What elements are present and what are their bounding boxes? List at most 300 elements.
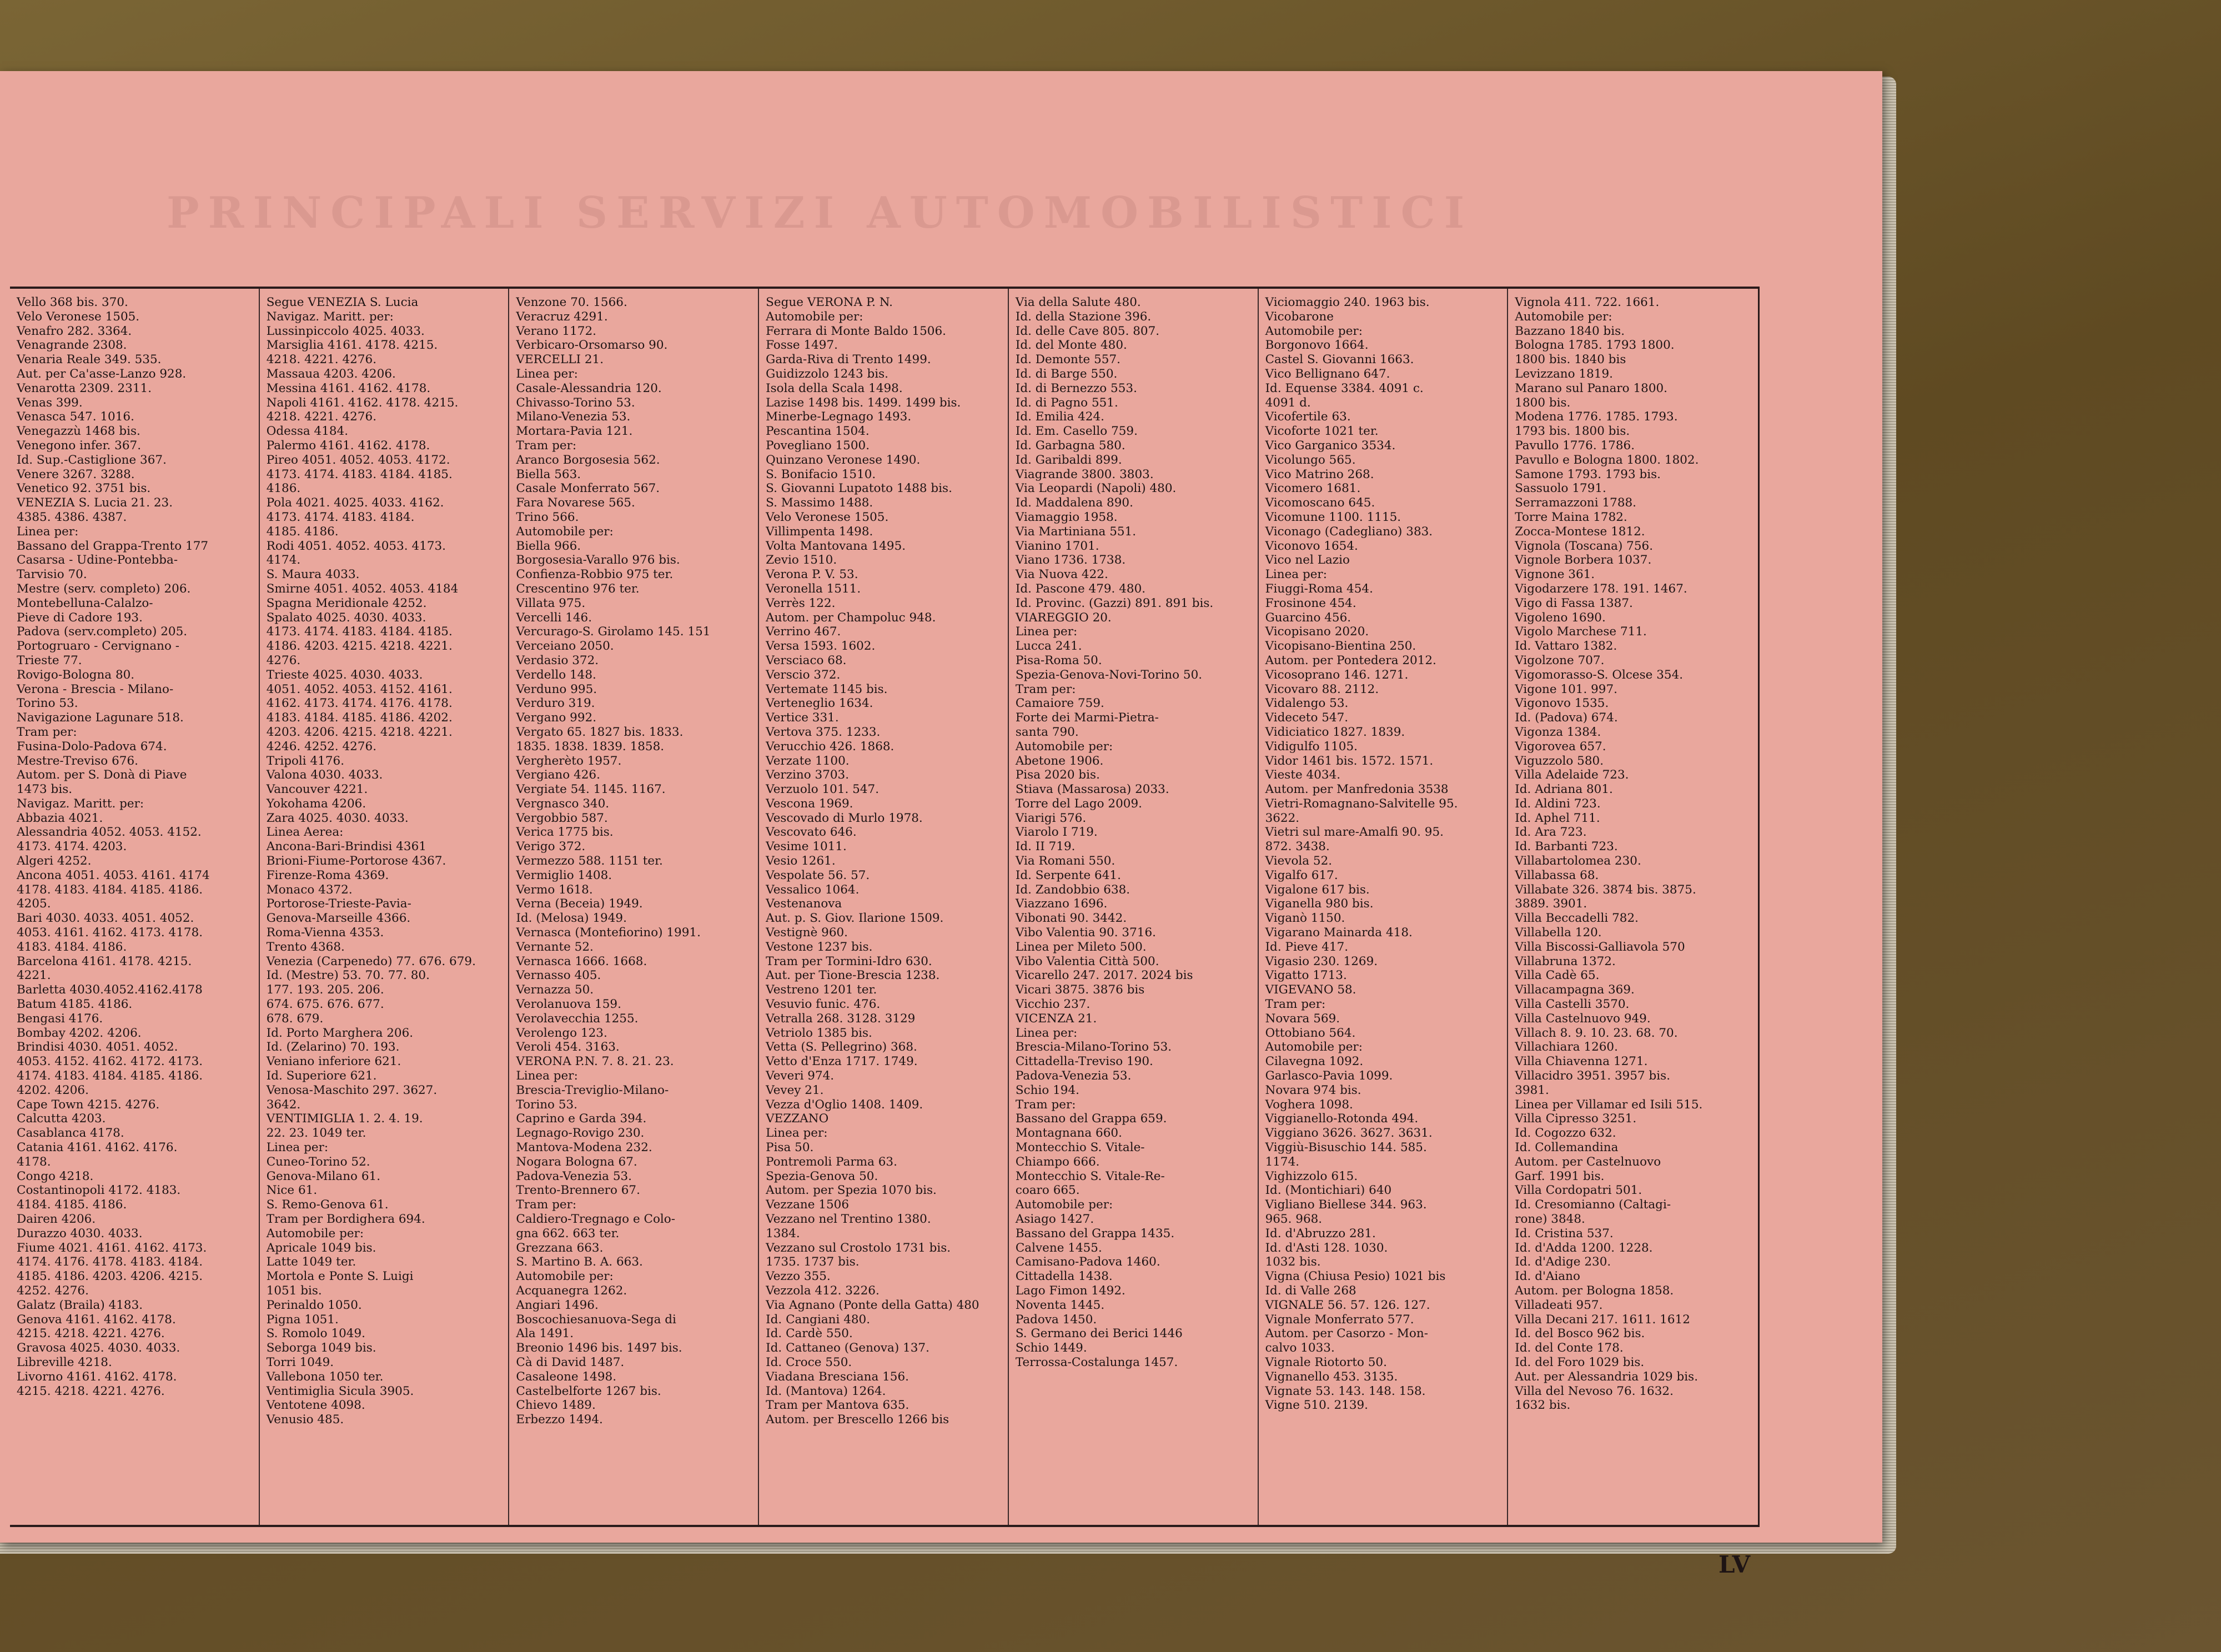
index-entry: Venetico 92. 3751 bis. xyxy=(17,481,151,496)
index-entry: Id. Ara 723. xyxy=(1515,825,1587,840)
index-entry: 674. 675. 676. 677. xyxy=(266,997,384,1012)
index-entry: Vigodarzere 178. 191. 1467. xyxy=(1515,581,1687,596)
index-entry: Villabruna 1372. xyxy=(1515,954,1616,968)
index-entry: Vetta (S. Pellegrino) 368. xyxy=(766,1040,917,1055)
index-entry: Forte dei Marmi-Pietra- xyxy=(1015,711,1159,725)
index-entry: Id. Croce 550. xyxy=(766,1355,852,1369)
index-entry: 4091 d. xyxy=(1265,395,1311,410)
index-entry: Noventa 1445. xyxy=(1015,1298,1105,1312)
index-entry: Tram per: xyxy=(1015,1097,1076,1112)
index-entry: Vetto d'Enza 1717. 1749. xyxy=(766,1055,918,1069)
index-entry: Ancona-Bari-Brindisi 4361 xyxy=(266,840,426,854)
index-entry: Vigolzone 707. xyxy=(1515,653,1605,667)
index-entry: Linea per: xyxy=(17,524,79,539)
index-entry: Vignale Monferrato 577. xyxy=(1265,1312,1414,1327)
index-entry: Vespolate 56. 57. xyxy=(766,868,870,882)
index-entry: Mestre-Treviso 676. xyxy=(17,754,138,768)
index-entry: Casaleone 1498. xyxy=(516,1369,617,1384)
index-entry: Id. d'Aiano xyxy=(1515,1269,1580,1284)
index-entry: Verolanuova 159. xyxy=(516,997,621,1012)
index-entry: Vertova 375. 1233. xyxy=(766,725,881,739)
index-entry: coaro 665. xyxy=(1015,1183,1080,1198)
index-entry: Id. Cresomianno (Caltagi- xyxy=(1515,1198,1671,1212)
index-entry: Viciomaggio 240. 1963 bis. xyxy=(1265,295,1430,309)
index-entry: Borgosesia-Varallo 976 bis. xyxy=(516,553,680,568)
index-entry: Id. Cogozzo 632. xyxy=(1515,1126,1616,1141)
index-entry: Vignone 361. xyxy=(1515,568,1595,582)
index-entry: Guarcino 456. xyxy=(1265,610,1351,625)
index-entry: Villabartolomea 230. xyxy=(1515,854,1641,868)
index-entry: Viganò 1150. xyxy=(1265,911,1345,926)
index-entry: Id. di Pagno 551. xyxy=(1015,395,1118,410)
index-entry: Batum 4185. 4186. xyxy=(17,997,133,1012)
index-entry: Villimpenta 1498. xyxy=(766,524,873,539)
index-entry: Odessa 4184. xyxy=(266,424,349,439)
index-entry: Garlasco-Pavia 1099. xyxy=(1265,1069,1393,1083)
index-entry: Id. Serpente 641. xyxy=(1015,868,1121,882)
index-entry: Rodi 4051. 4052. 4053. 4173. xyxy=(266,539,446,553)
index-entry: Angiari 1496. xyxy=(516,1298,599,1312)
index-entry: 4178. xyxy=(17,1154,51,1169)
index-entry: 4215. 4218. 4221. 4276. xyxy=(17,1327,165,1341)
index-entry: Garf. 1991 bis. xyxy=(1515,1169,1605,1183)
index-entry: Nice 61. xyxy=(266,1183,318,1198)
index-entry: Vievola 52. xyxy=(1265,854,1333,868)
index-entry: Genova-Marseille 4366. xyxy=(266,911,411,926)
index-entry: Vigne 510. 2139. xyxy=(1265,1398,1369,1413)
index-entry: Id. II 719. xyxy=(1015,840,1076,854)
index-entry: Vernante 52. xyxy=(516,940,594,954)
index-entry: Veniano inferiore 621. xyxy=(266,1055,401,1069)
index-entry: Viagrande 3800. 3803. xyxy=(1015,467,1154,481)
index-entry: Villabella 120. xyxy=(1515,926,1602,940)
index-entry: Firenze-Roma 4369. xyxy=(266,868,389,882)
index-entry: Id. Garbagna 580. xyxy=(1015,438,1125,453)
index-entry: Vicolungo 565. xyxy=(1265,453,1356,467)
index-entry: 4173. 4174. 4203. xyxy=(17,840,127,854)
index-entry: Tram per: xyxy=(1265,997,1326,1012)
index-entry: 177. 193. 205. 206. xyxy=(266,983,384,997)
index-entry: Versa 1593. 1602. xyxy=(766,639,876,654)
page-number: LV xyxy=(1718,1551,1751,1578)
index-entry: Cittadella-Treviso 190. xyxy=(1015,1055,1153,1069)
index-entry: Vidigulfo 1105. xyxy=(1265,739,1358,754)
index-entry: Vezzola 412. 3226. xyxy=(766,1283,880,1298)
index-entry: Veracruz 4291. xyxy=(516,309,608,324)
index-entry: Verolavecchia 1255. xyxy=(516,1011,639,1026)
index-entry: Dairen 4206. xyxy=(17,1212,96,1226)
index-entry: Torre Maina 1782. xyxy=(1515,510,1627,524)
index-entry: Vignola (Toscana) 756. xyxy=(1515,539,1654,553)
timetable-page xyxy=(0,71,1882,1578)
index-entry: Mortara-Pavia 121. xyxy=(516,424,633,439)
index-entry: Lago Fimon 1492. xyxy=(1015,1283,1125,1298)
index-entry: Padova (serv.completo) 205. xyxy=(17,625,188,639)
index-entry: Id. Cattaneo (Genova) 137. xyxy=(766,1341,929,1355)
index-entry: gna 662. 663 ter. xyxy=(516,1226,620,1241)
index-entry: Vescona 1969. xyxy=(766,796,853,811)
index-entry: Confienza-Robbio 975 ter. xyxy=(516,568,674,582)
index-entry: Vicovaro 88. 2112. xyxy=(1265,682,1379,696)
index-entry: Pola 4021. 4025. 4033. 4162. xyxy=(266,496,444,510)
index-entry: Id. di Barge 550. xyxy=(1015,366,1118,381)
index-entry: Linea per: xyxy=(516,1069,578,1083)
index-entry: Ventotene 4098. xyxy=(266,1398,365,1413)
index-entry: Id. Provinc. (Gazzi) 891. 891 bis. xyxy=(1015,596,1214,610)
index-entry: Automobile per: xyxy=(266,1226,364,1241)
index-entry: Viggiù-Bisuschio 144. 585. xyxy=(1265,1141,1427,1155)
index-entry: 872. 3438. xyxy=(1265,840,1330,854)
index-entry: Verolengo 123. xyxy=(516,1026,607,1040)
index-entry: Venosa-Maschito 297. 3627. xyxy=(266,1083,438,1097)
index-entry: Vernasca 1666. 1668. xyxy=(516,954,647,968)
index-entry: Versciaco 68. xyxy=(766,653,847,667)
index-entry: 4186. xyxy=(266,481,301,496)
index-entry: Portogruaro - Cervignano - xyxy=(17,639,180,654)
index-entry: Brioni-Fiume-Portorose 4367. xyxy=(266,854,446,868)
index-entry: Vibo Valentia 90. 3716. xyxy=(1015,926,1156,940)
index-entry: Via Agnano (Ponte della Gatta) 480 xyxy=(766,1298,979,1312)
index-entry: Id. Porto Marghera 206. xyxy=(266,1026,414,1040)
index-entry: Verscio 372. xyxy=(766,667,841,682)
index-entry: Vescovado di Murlo 1978. xyxy=(766,811,923,825)
index-entry: Biella 966. xyxy=(516,539,581,553)
index-entry: Id. Collemandina xyxy=(1515,1141,1619,1155)
index-entry: Vergano 992. xyxy=(516,711,597,725)
index-entry: Velo Veronese 1505. xyxy=(766,510,889,524)
index-entry: Id. (Montichiari) 640 xyxy=(1265,1183,1392,1198)
index-entry: Bombay 4202. 4206. xyxy=(17,1026,142,1040)
index-entry: Villata 975. xyxy=(516,596,586,610)
index-entry: Verrès 122. xyxy=(766,596,836,610)
index-entry: Automobile per: xyxy=(766,309,863,324)
index-column-7 xyxy=(1508,289,1758,1525)
index-entry: Galatz (Braila) 4183. xyxy=(17,1298,143,1312)
index-entry: Viguzzolo 580. xyxy=(1515,754,1604,768)
index-entry: 4183. 4184. 4185. 4186. 4202. xyxy=(266,711,453,725)
index-entry: Linea per: xyxy=(766,1126,828,1141)
index-entry: Vernazza 50. xyxy=(516,983,594,997)
index-entry: Verdello 148. xyxy=(516,667,596,682)
index-entry: Vigalfo 617. xyxy=(1265,868,1338,882)
index-entry: 1473 bis. xyxy=(17,782,73,797)
index-columns xyxy=(10,287,1760,1527)
index-entry: Autom. per Manfredonia 3538 xyxy=(1265,782,1449,797)
index-entry: Tram per: xyxy=(17,725,77,739)
index-entry: Vezzano nel Trentino 1380. xyxy=(766,1212,931,1226)
index-entry: Trento 4368. xyxy=(266,940,345,954)
index-entry: 4053. 4161. 4162. 4173. 4178. xyxy=(17,926,203,940)
index-entry: Durazzo 4030. 4033. xyxy=(17,1226,143,1241)
index-entry: Venaria Reale 349. 535. xyxy=(17,353,162,367)
index-entry: 4385. 4386. 4387. xyxy=(17,510,127,524)
index-entry: Pisa-Roma 50. xyxy=(1015,653,1102,667)
index-entry: Automobile per: xyxy=(516,1269,614,1284)
index-entry: Vigone 101. 997. xyxy=(1515,682,1617,696)
index-entry: S. Bonifacio 1510. xyxy=(766,467,876,481)
index-entry: Vigonovo 1535. xyxy=(1515,696,1609,711)
index-entry: Cuneo-Torino 52. xyxy=(266,1154,370,1169)
index-entry: Vicosoprano 146. 1271. xyxy=(1265,667,1409,682)
index-entry: Id. d'Adige 230. xyxy=(1515,1255,1611,1269)
index-entry: Isola della Scala 1498. xyxy=(766,381,903,395)
index-entry: Vicofertile 63. xyxy=(1265,410,1351,424)
index-entry: Automobile per: xyxy=(1265,1040,1363,1055)
index-entry: Id. Sup.-Castiglione 367. xyxy=(17,453,167,467)
index-entry: Id. Barbanti 723. xyxy=(1515,840,1618,854)
index-entry: Castel S. Giovanni 1663. xyxy=(1265,353,1414,367)
index-entry: Schio 194. xyxy=(1015,1083,1079,1097)
index-entry: 4203. 4206. 4215. 4218. 4221. xyxy=(266,725,453,739)
index-entry: Automobile per: xyxy=(1515,309,1612,324)
index-entry: Gravosa 4025. 4030. 4033. xyxy=(17,1341,180,1355)
index-entry: Vancouver 4221. xyxy=(266,782,368,797)
index-entry: Aut. p. S. Giov. Ilarione 1509. xyxy=(766,911,944,926)
index-entry: Portorose-Trieste-Pavia- xyxy=(266,897,411,911)
index-entry: Calvene 1455. xyxy=(1015,1241,1102,1255)
index-entry: Samone 1793. 1793 bis. xyxy=(1515,467,1661,481)
index-entry: Vallebona 1050 ter. xyxy=(266,1369,384,1384)
index-entry: Via della Salute 480. xyxy=(1015,295,1141,309)
index-entry: Trento-Brennero 67. xyxy=(516,1183,640,1198)
index-entry: Villachiara 1260. xyxy=(1515,1040,1618,1055)
index-entry: Zara 4025. 4030. 4033. xyxy=(266,811,409,825)
index-entry: Monaco 4372. xyxy=(266,882,353,897)
index-entry: Serramazzoni 1788. xyxy=(1515,496,1637,510)
index-entry: Villa Biscossi-Galliavola 570 xyxy=(1515,940,1685,954)
index-entry: Id. Maddalena 890. xyxy=(1015,496,1133,510)
index-entry: Id. Pascone 479. 480. xyxy=(1015,581,1146,596)
index-entry: 3622. xyxy=(1265,811,1300,825)
index-entry: Tripoli 4176. xyxy=(266,754,345,768)
index-entry: Vico Bellignano 647. xyxy=(1265,366,1390,381)
index-entry: 4202. 4206. xyxy=(17,1083,89,1097)
index-entry: VERONA P.N. 7. 8. 21. 23. xyxy=(516,1055,674,1069)
index-entry: Erbezzo 1494. xyxy=(516,1413,603,1427)
index-entry: Yokohama 4206. xyxy=(266,796,366,811)
index-entry: Viamaggio 1958. xyxy=(1015,510,1118,524)
index-entry: Vigo di Fassa 1387. xyxy=(1515,596,1633,610)
index-entry: Genova 4161. 4162. 4178. xyxy=(17,1312,176,1327)
index-entry: VIAREGGIO 20. xyxy=(1015,610,1112,625)
index-entry: Bazzano 1840 bis. xyxy=(1515,324,1625,338)
index-entry: Apricale 1049 bis. xyxy=(266,1241,376,1255)
index-entry: Id. del Monte 480. xyxy=(1015,338,1127,353)
index-entry: Bassano del Grappa 1435. xyxy=(1015,1226,1175,1241)
index-entry: Villach 8. 9. 10. 23. 68. 70. xyxy=(1515,1026,1678,1040)
index-entry: Id. delle Cave 805. 807. xyxy=(1015,324,1160,338)
index-entry: Massaua 4203. 4206. xyxy=(266,366,396,381)
index-entry: 4174. xyxy=(266,553,301,568)
index-entry: Vigolo Marchese 711. xyxy=(1515,625,1647,639)
index-entry: 3642. xyxy=(266,1097,301,1112)
index-entry: Viganella 980 bis. xyxy=(1265,897,1374,911)
index-entry: Automobile per: xyxy=(1015,1198,1113,1212)
index-entry: Vicobarone xyxy=(1265,309,1334,324)
index-entry: Vercurago-S. Girolamo 145. 151 xyxy=(516,625,711,639)
index-entry: Camisano-Padova 1460. xyxy=(1015,1255,1160,1269)
index-entry: Autom. per Champoluc 948. xyxy=(766,610,936,625)
index-entry: Vello 368 bis. 370. xyxy=(17,295,128,309)
index-entry: Villa Adelaide 723. xyxy=(1515,768,1629,782)
index-entry: Venasca 547. 1016. xyxy=(17,410,134,424)
index-entry: Tarvisio 70. xyxy=(17,568,87,582)
index-entry: Verzino 3703. xyxy=(766,768,850,782)
index-entry: Calcutta 4203. xyxy=(17,1112,106,1126)
index-entry: Vigarano Mainarda 418. xyxy=(1265,926,1413,940)
index-entry: Vergiate 54. 1145. 1167. xyxy=(516,782,666,797)
index-entry: Autom. per Bologna 1858. xyxy=(1515,1283,1674,1298)
index-entry: Via Leopardi (Napoli) 480. xyxy=(1015,481,1177,496)
index-entry: Id. Demonte 557. xyxy=(1015,353,1120,367)
index-entry: Abetone 1906. xyxy=(1015,754,1104,768)
index-entry: Venegazzù 1468 bis. xyxy=(17,424,140,439)
index-entry: Linea per Villamar ed Isili 515. xyxy=(1515,1097,1703,1112)
index-entry: Vertice 331. xyxy=(766,711,839,725)
index-entry: Vermo 1618. xyxy=(516,882,593,897)
index-entry: Venafro 282. 3364. xyxy=(17,324,132,338)
index-entry: Vicomoscano 645. xyxy=(1265,496,1375,510)
index-entry: Linea per: xyxy=(1015,1026,1078,1040)
index-entry: Aut. per Ca'asse-Lanzo 928. xyxy=(17,366,187,381)
index-entry: Terrossa-Costalunga 1457. xyxy=(1015,1355,1178,1369)
index-entry: Vergnasco 340. xyxy=(516,796,610,811)
index-entry: 4053. 4152. 4162. 4172. 4173. xyxy=(17,1055,203,1069)
index-entry: Montecchio S. Vitale-Re- xyxy=(1015,1169,1165,1183)
index-entry: Id. Superiore 621. xyxy=(266,1069,377,1083)
index-entry: Cape Town 4215. 4276. xyxy=(17,1097,160,1112)
index-entry: Villabate 326. 3874 bis. 3875. xyxy=(1515,882,1696,897)
index-entry: Vigliano Biellese 344. 963. xyxy=(1265,1198,1427,1212)
index-entry: 1174. xyxy=(1265,1154,1300,1169)
index-entry: 1800 bis. 1840 bis xyxy=(1515,353,1626,367)
index-entry: Id. del Bosco 962 bis. xyxy=(1515,1327,1645,1341)
index-entry: Breonio 1496 bis. 1497 bis. xyxy=(516,1341,682,1355)
index-entry: Boscochiesanuova-Sega di xyxy=(516,1312,676,1327)
index-entry: Vicomero 1681. xyxy=(1265,481,1361,496)
index-entry: Spagna Meridionale 4252. xyxy=(266,596,427,610)
index-entry: 678. 679. xyxy=(266,1011,324,1026)
index-entry: Viggianello-Rotonda 494. xyxy=(1265,1112,1419,1126)
index-entry: Vibo Valentia Città 500. xyxy=(1015,954,1159,968)
index-entry: Fosse 1497. xyxy=(766,338,838,353)
index-entry: Verdasio 372. xyxy=(516,653,599,667)
index-entry: Lussinpiccolo 4025. 4033. xyxy=(266,324,425,338)
index-entry: Volta Mantovana 1495. xyxy=(766,539,906,553)
index-entry: Guidizzolo 1243 bis. xyxy=(766,366,888,381)
index-entry: Venzone 70. 1566. xyxy=(516,295,627,309)
index-entry: VICENZA 21. xyxy=(1015,1011,1097,1026)
index-entry: Brescia-Milano-Torino 53. xyxy=(1015,1040,1172,1055)
index-entry: Napoli 4161. 4162. 4178. 4215. xyxy=(266,395,459,410)
index-entry: Vidiciatico 1827. 1839. xyxy=(1265,725,1405,739)
index-entry: S. Germano dei Berici 1446 xyxy=(1015,1327,1183,1341)
index-entry: Pireo 4051. 4052. 4053. 4172. xyxy=(266,453,450,467)
index-entry: Spezia-Genova-Novi-Torino 50. xyxy=(1015,667,1203,682)
index-entry: Id. del Conte 178. xyxy=(1515,1341,1624,1355)
index-entry: Linea per: xyxy=(1265,568,1327,582)
index-entry: Vignale Riotorto 50. xyxy=(1265,1355,1387,1369)
index-entry: 1384. xyxy=(766,1226,800,1241)
index-entry: 4183. 4184. 4186. xyxy=(17,940,127,954)
index-entry: Vico Matrino 268. xyxy=(1265,467,1374,481)
index-entry: Viarigi 576. xyxy=(1015,811,1087,825)
index-entry: Villa Decani 217. 1611. 1612 xyxy=(1515,1312,1690,1327)
index-entry: Vescovato 646. xyxy=(766,825,857,840)
index-entry: Stiava (Massarosa) 2033. xyxy=(1015,782,1169,797)
index-entry: Tram per: xyxy=(516,438,577,453)
index-entry: Id. Cristina 537. xyxy=(1515,1226,1614,1241)
index-entry: Libreville 4218. xyxy=(17,1355,112,1369)
index-entry: Verna (Beceia) 1949. xyxy=(516,897,643,911)
index-entry: Verucchio 426. 1868. xyxy=(766,739,895,754)
index-entry: S. Remo-Genova 61. xyxy=(266,1198,389,1212)
index-entry: Vezza d'Oglio 1408. 1409. xyxy=(766,1097,923,1112)
index-entry: Id. di Valle 268 xyxy=(1265,1283,1356,1298)
index-entry: Padova-Venezia 53. xyxy=(516,1169,632,1183)
index-column-6 xyxy=(1259,289,1509,1525)
index-entry: Navigaz. Maritt. per: xyxy=(266,309,394,324)
index-entry: Marano sul Panaro 1800. xyxy=(1515,381,1668,395)
index-entry: Vertemate 1145 bis. xyxy=(766,682,888,696)
index-entry: Venegono infer. 367. xyxy=(17,438,142,453)
index-entry: Villa Cordopatri 501. xyxy=(1515,1183,1642,1198)
index-entry: VIGNALE 56. 57. 126. 127. xyxy=(1265,1298,1430,1312)
index-entry: 4051. 4052. 4053. 4152. 4161. xyxy=(266,682,453,696)
index-entry: Schio 1449. xyxy=(1015,1341,1087,1355)
index-entry: 4173. 4174. 4183. 4184. xyxy=(266,510,415,524)
index-entry: Novara 974 bis. xyxy=(1265,1083,1361,1097)
index-entry: Segue VENEZIA S. Lucia xyxy=(266,295,419,309)
index-entry: santa 790. xyxy=(1015,725,1079,739)
index-entry: Vico Garganico 3534. xyxy=(1265,438,1396,453)
index-entry: Ancona 4051. 4053. 4161. 4174 xyxy=(17,868,210,882)
index-entry: Vergobbio 587. xyxy=(516,811,608,825)
index-entry: Villa Cadè 65. xyxy=(1515,968,1600,983)
index-entry: Palermo 4161. 4162. 4178. xyxy=(266,438,430,453)
index-entry: Vigoleno 1690. xyxy=(1515,610,1606,625)
index-entry: Fusina-Dolo-Padova 674. xyxy=(17,739,167,754)
index-entry: Verigo 372. xyxy=(516,840,586,854)
index-entry: S. Giovanni Lupatoto 1488 bis. xyxy=(766,481,952,496)
index-entry: Genova-Milano 61. xyxy=(266,1169,381,1183)
index-entry: Viano 1736. 1738. xyxy=(1015,553,1126,568)
index-entry: Navigaz. Maritt. per: xyxy=(17,796,144,811)
index-entry: 3981. xyxy=(1515,1083,1549,1097)
index-entry: Vigna (Chiusa Pesio) 1021 bis xyxy=(1265,1269,1446,1284)
index-entry: Torino 53. xyxy=(516,1097,578,1112)
index-entry: Nogara Bologna 67. xyxy=(516,1154,637,1169)
index-entry: Smirne 4051. 4052. 4053. 4184 xyxy=(266,581,459,596)
index-entry: Vigomorasso-S. Olcese 354. xyxy=(1515,667,1684,682)
index-entry: Autom. per Castelnuovo xyxy=(1515,1154,1661,1169)
index-entry: Videceto 547. xyxy=(1265,711,1349,725)
index-entry: Venezia (Carpenedo) 77. 676. 679. xyxy=(266,954,476,968)
index-entry: S. Romolo 1049. xyxy=(266,1327,366,1341)
index-entry: Alessandria 4052. 4053. 4152. xyxy=(17,825,202,840)
index-entry: Vicchio 237. xyxy=(1015,997,1091,1012)
index-entry: Id. (Mantova) 1264. xyxy=(766,1384,886,1398)
index-entry: Asiago 1427. xyxy=(1015,1212,1094,1226)
index-entry: Vigonza 1384. xyxy=(1515,725,1601,739)
index-entry: Aranco Borgosesia 562. xyxy=(516,453,660,467)
index-column-3 xyxy=(509,289,759,1525)
index-entry: Viconago (Cadegliano) 383. xyxy=(1265,524,1433,539)
index-entry: Veronella 1511. xyxy=(766,581,861,596)
index-entry: Vestreno 1201 ter. xyxy=(766,983,877,997)
index-entry: Vernasso 405. xyxy=(516,968,601,983)
index-entry: Verona - Brescia - Milano- xyxy=(17,682,174,696)
